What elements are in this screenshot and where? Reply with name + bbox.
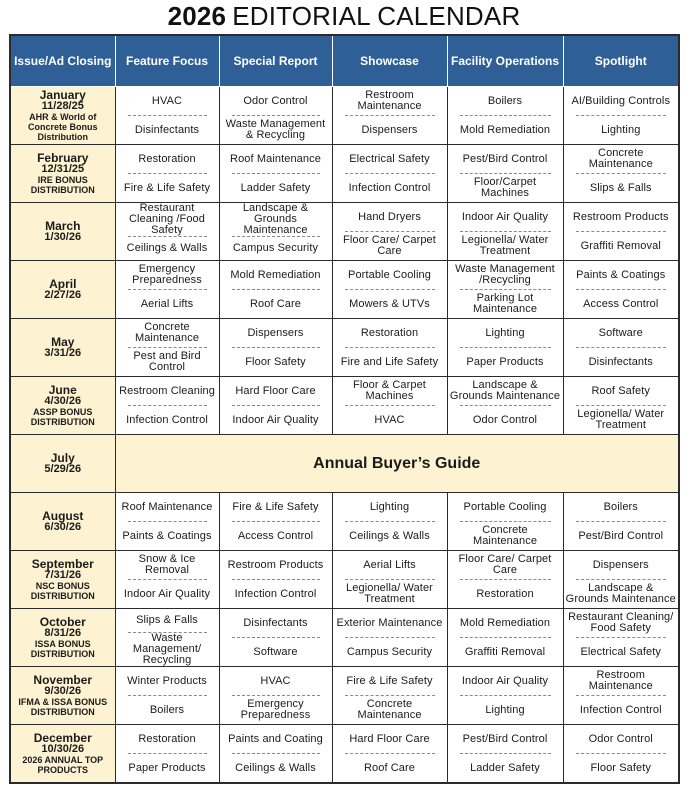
feature-focus-cell: [115, 145, 219, 203]
header-issue: Issue/Ad Closing: [10, 35, 115, 87]
topic-secondary: Ceilings & Walls: [235, 761, 316, 774]
topic-secondary: Infection Control: [126, 413, 208, 426]
bonus-distribution-note: IFMA & ISSA BONUS DISTRIBUTION: [18, 696, 108, 717]
topic-primary: Fire & Life Safety: [232, 500, 319, 513]
feature-focus-cell: [115, 551, 219, 609]
topic-secondary: Lighting: [601, 123, 641, 136]
topic-secondary: Fire & Life Safety: [123, 181, 211, 194]
topic-secondary: Emergency Preparedness: [240, 698, 311, 721]
topic-secondary: Aerial Lifts: [140, 297, 194, 310]
topic-primary: Fire & Life Safety: [346, 674, 433, 687]
topic-primary: Restroom Maintenance: [588, 669, 653, 692]
topic-secondary: HVAC: [374, 413, 405, 426]
topic-primary: Restroom Products: [227, 558, 324, 571]
facility-operations-cell: [447, 203, 563, 261]
topic-primary: Odor Control: [243, 94, 308, 107]
table-row: [10, 145, 679, 203]
topic-secondary: Disinfectants: [588, 355, 653, 368]
ad-closing-date: 3/31/26: [44, 346, 82, 359]
topic-primary: Paints and Coating: [228, 732, 323, 745]
ad-closing-date: 12/31/25: [41, 162, 85, 175]
ad-closing-date: 2/27/26: [44, 288, 82, 301]
special-report-cell: [219, 203, 332, 261]
topic-secondary: Campus Security: [346, 645, 433, 658]
special-report-cell: [219, 551, 332, 609]
topic-secondary: Ladder Safety: [470, 761, 540, 774]
showcase-cell: [332, 203, 447, 261]
showcase-cell: [332, 551, 447, 609]
topic-secondary: Pest and Bird Control: [133, 350, 201, 373]
topic-secondary: Boilers: [149, 703, 185, 716]
spotlight-cell: [563, 725, 679, 784]
topic-secondary: Floor Care/ Carpet Care: [343, 234, 436, 257]
topic-secondary: Roof Care: [249, 297, 302, 310]
feature-focus-cell: [115, 493, 219, 551]
topic-secondary: Mold Remediation: [459, 123, 551, 136]
title-text: EDITORIAL CALENDAR: [232, 1, 521, 31]
spotlight-cell: [563, 87, 679, 145]
topic-primary: Roof Safety: [591, 384, 651, 397]
header-facility-operations: Facility Operations: [447, 35, 563, 87]
issue-cell: [10, 667, 115, 725]
table-row: [10, 319, 679, 377]
topic-secondary: Landscape & Grounds Maintenance: [565, 582, 676, 605]
showcase-cell: [332, 725, 447, 784]
issue-month: October: [39, 614, 86, 629]
bonus-distribution-note: ASSP BONUS DISTRIBUTION: [30, 406, 95, 427]
topic-secondary: Legionella/ Water Treatment: [461, 234, 549, 257]
special-report-cell: [219, 261, 332, 319]
table-row: [10, 87, 679, 145]
topic-primary: Emergency Preparedness: [132, 263, 202, 286]
annual-buyers-guide: Annual Buyer’s Guide: [115, 435, 679, 493]
topic-primary: Boilers: [603, 500, 638, 513]
topic-primary: Electrical Safety: [349, 152, 430, 165]
showcase-cell: [332, 377, 447, 435]
issue-cell: [10, 493, 115, 551]
topic-primary: Restroom Products: [572, 210, 669, 223]
topic-primary: Pest/Bird Control: [462, 732, 548, 745]
topic-secondary: Infection Control: [234, 587, 317, 600]
issue-cell: [10, 203, 115, 261]
special-report-cell: [219, 725, 332, 784]
topic-primary: Restoration: [360, 326, 419, 339]
table-row: [10, 435, 679, 493]
bonus-distribution-note: IRE BONUS DISTRIBUTION: [30, 174, 95, 195]
topic-primary: Restaurant Cleaning/ Food Safety: [568, 611, 674, 634]
ad-closing-date: 6/30/26: [44, 520, 82, 533]
issue-month: April: [49, 276, 77, 291]
topic-primary: AI/Building Controls: [571, 94, 671, 107]
issue-cell: [10, 87, 115, 145]
header-spotlight: Spotlight: [563, 35, 679, 87]
topic-primary: Landscape & Grounds Maintenance: [242, 202, 309, 236]
topic-secondary: Access Control: [237, 529, 314, 542]
topic-primary: Restaurant Cleaning /Food Safety: [128, 202, 205, 236]
topic-secondary: Graffiti Removal: [580, 239, 661, 252]
topic-primary: Floor Care/ Carpet Care: [458, 553, 552, 576]
showcase-cell: [332, 609, 447, 667]
showcase-cell: [332, 667, 447, 725]
ad-closing-date: 7/31/26: [44, 568, 82, 581]
table-row: [10, 667, 679, 725]
issue-month: December: [33, 730, 92, 745]
topic-primary: Concrete Maintenance: [588, 147, 653, 170]
special-report-cell: [219, 493, 332, 551]
topic-secondary: Paper Products: [128, 761, 206, 774]
topic-secondary: Dispensers: [361, 123, 418, 136]
issue-cell: [10, 145, 115, 203]
showcase-cell: [332, 261, 447, 319]
ad-closing-date: 10/30/26: [41, 742, 85, 755]
special-report-cell: [219, 377, 332, 435]
bonus-distribution-note: 2026 ANNUAL TOP PRODUCTS: [22, 754, 104, 775]
facility-operations-cell: [447, 551, 563, 609]
topic-secondary: Slips & Falls: [589, 181, 652, 194]
topic-primary: Indoor Air Quality: [461, 674, 549, 687]
topic-primary: Mold Remediation: [230, 268, 321, 281]
spotlight-cell: [563, 377, 679, 435]
topic-primary: Lighting: [485, 326, 525, 339]
facility-operations-cell: [447, 377, 563, 435]
topic-secondary: Floor Safety: [245, 355, 306, 368]
issue-month: May: [51, 334, 75, 349]
topic-primary: Snow & Ice Removal: [138, 553, 196, 576]
feature-focus-cell: [115, 667, 219, 725]
issue-month: January: [39, 87, 86, 102]
topic-primary: Landscape & Grounds Maintenance: [449, 379, 561, 402]
feature-focus-cell: [115, 261, 219, 319]
topic-secondary: Electrical Safety: [580, 645, 662, 658]
special-report-cell: [219, 145, 332, 203]
issue-cell: [10, 551, 115, 609]
topic-primary: Hard Floor Care: [349, 732, 430, 745]
spotlight-cell: [563, 609, 679, 667]
table-row: [10, 261, 679, 319]
topic-primary: Roof Maintenance: [230, 152, 321, 165]
topic-secondary: Disinfectants: [134, 123, 200, 136]
topic-secondary: Pest/Bird Control: [578, 529, 664, 542]
topic-primary: Hard Floor Care: [235, 384, 316, 397]
special-report-cell: [219, 87, 332, 145]
header-row: [10, 35, 679, 87]
topic-secondary: Odor Control: [472, 413, 538, 426]
facility-operations-cell: [447, 261, 563, 319]
feature-focus-cell: [115, 203, 219, 261]
topic-primary: Exterior Maintenance: [336, 616, 443, 629]
spotlight-cell: [563, 145, 679, 203]
facility-operations-cell: [447, 667, 563, 725]
topic-secondary: Waste Management/ Recycling: [132, 632, 202, 666]
showcase-cell: [332, 87, 447, 145]
special-report-cell: [219, 609, 332, 667]
header-feature-focus: Feature Focus: [115, 35, 219, 87]
spotlight-cell: [563, 261, 679, 319]
feature-focus-cell: [115, 725, 219, 784]
issue-month: June: [48, 382, 77, 397]
topic-secondary: Concrete Maintenance: [357, 698, 422, 721]
table-row: [10, 377, 679, 435]
title-year: 2026: [167, 1, 227, 31]
topic-primary: Portable Cooling: [348, 268, 431, 281]
spotlight-cell: [563, 203, 679, 261]
topic-secondary: Paints & Coatings: [122, 529, 212, 542]
topic-secondary: Mowers & UTVs: [349, 297, 430, 310]
topic-secondary: Ceilings & Walls: [126, 242, 208, 254]
topic-secondary: Infection Control: [579, 703, 662, 716]
topic-primary: Floor & Carpet Machines: [353, 379, 426, 402]
bonus-distribution-note: AHR & World of Concrete Bonus Distribution: [27, 111, 98, 142]
topic-primary: Restroom Maintenance: [357, 89, 422, 112]
editorial-calendar-table: [9, 34, 680, 784]
issue-month: July: [50, 450, 75, 465]
topic-primary: Slips & Falls: [136, 614, 198, 626]
topic-primary: Paints & Coatings: [576, 268, 666, 281]
spotlight-cell: [563, 551, 679, 609]
topic-primary: Lighting: [369, 500, 410, 513]
ad-closing-date: 4/30/26: [44, 394, 82, 407]
topic-secondary: Indoor Air Quality: [232, 413, 319, 426]
header-special-report: Special Report: [219, 35, 332, 87]
table-row: [10, 725, 679, 784]
topic-primary: Dispensers: [247, 326, 304, 339]
topic-primary: Restoration: [138, 152, 196, 165]
topic-primary: Odor Control: [588, 732, 653, 745]
topic-secondary: Parking Lot Maintenance: [472, 292, 538, 315]
topic-secondary: Software: [253, 645, 298, 658]
topic-secondary: Floor/Carpet Machines: [473, 176, 537, 199]
header-showcase: Showcase: [332, 35, 447, 87]
topic-primary: Winter Products: [127, 674, 207, 687]
issue-cell: [10, 319, 115, 377]
feature-focus-cell: [115, 609, 219, 667]
issue-cell: [10, 261, 115, 319]
facility-operations-cell: [447, 87, 563, 145]
topic-primary: Mold Remediation: [459, 616, 551, 629]
spotlight-cell: [563, 493, 679, 551]
spotlight-cell: [563, 319, 679, 377]
showcase-cell: [332, 493, 447, 551]
table-row: [10, 609, 679, 667]
table-row: [10, 551, 679, 609]
topic-secondary: Graffiti Removal: [464, 645, 546, 658]
issue-month: November: [33, 672, 93, 687]
issue-cell: [10, 377, 115, 435]
table-row: [10, 203, 679, 261]
topic-primary: Concrete Maintenance: [134, 321, 200, 344]
facility-operations-cell: [447, 145, 563, 203]
topic-secondary: Indoor Air Quality: [123, 587, 211, 600]
facility-operations-cell: [447, 609, 563, 667]
showcase-cell: [332, 145, 447, 203]
issue-month: February: [37, 150, 89, 165]
page-title: [0, 0, 688, 34]
issue-cell: [10, 435, 115, 493]
topic-primary: Pest/Bird Control: [462, 152, 548, 165]
bonus-distribution-note: ISSA BONUS DISTRIBUTION: [30, 638, 95, 659]
topic-primary: Restroom Cleaning: [119, 384, 215, 397]
topic-secondary: Concrete Maintenance: [472, 524, 538, 547]
topic-secondary: Infection Control: [348, 181, 431, 194]
topic-secondary: Ceilings & Walls: [349, 529, 430, 542]
issue-cell: [10, 725, 115, 784]
issue-month: September: [31, 556, 94, 571]
facility-operations-cell: [447, 493, 563, 551]
ad-closing-date: 11/28/25: [41, 99, 84, 112]
ad-closing-date: 9/30/26: [44, 684, 82, 697]
topic-secondary: Restoration: [476, 587, 534, 600]
topic-primary: Indoor Air Quality: [461, 210, 549, 223]
topic-primary: HVAC: [260, 674, 291, 687]
showcase-cell: [332, 319, 447, 377]
bonus-distribution-note: NSC BONUS DISTRIBUTION: [30, 580, 95, 601]
topic-primary: Dispensers: [592, 558, 649, 571]
ad-closing-date: 1/30/26: [44, 230, 82, 243]
issue-month: March: [45, 218, 81, 233]
facility-operations-cell: [447, 725, 563, 784]
topic-primary: Portable Cooling: [463, 500, 547, 513]
topic-secondary: Floor Safety: [590, 761, 651, 774]
ad-closing-date: 8/31/26: [44, 626, 82, 639]
topic-primary: Restoration: [138, 732, 196, 745]
special-report-cell: [219, 319, 332, 377]
topic-secondary: Ladder Safety: [240, 181, 311, 194]
issue-month: August: [42, 508, 84, 523]
topic-secondary: Legionella/ Water Treatment: [346, 582, 433, 605]
topic-secondary: Roof Care: [363, 761, 416, 774]
feature-focus-cell: [115, 377, 219, 435]
topic-primary: Boilers: [487, 94, 523, 107]
topic-primary: Waste Management /Recycling: [455, 263, 555, 286]
spotlight-cell: [563, 667, 679, 725]
facility-operations-cell: [447, 319, 563, 377]
topic-primary: Hand Dryers: [358, 210, 421, 223]
feature-focus-cell: [115, 319, 219, 377]
topic-primary: Aerial Lifts: [363, 558, 416, 571]
feature-focus-cell: [115, 87, 219, 145]
topic-secondary: Paper Products: [466, 355, 544, 368]
special-report-cell: [219, 667, 332, 725]
topic-secondary: Waste Management & Recycling: [225, 118, 326, 141]
table-row: [10, 493, 679, 551]
topic-primary: Disinfectants: [243, 616, 308, 629]
topic-secondary: Campus Security: [232, 242, 319, 254]
topic-secondary: Lighting: [485, 703, 525, 716]
topic-primary: Software: [598, 326, 643, 339]
topic-secondary: Fire and Life Safety: [340, 355, 439, 368]
issue-cell: [10, 609, 115, 667]
ad-closing-date: 5/29/26: [44, 462, 82, 475]
topic-primary: HVAC: [151, 94, 183, 107]
topic-secondary: Legionella/ Water Treatment: [577, 408, 665, 431]
topic-secondary: Access Control: [583, 297, 659, 310]
topic-primary: Roof Maintenance: [121, 500, 213, 513]
